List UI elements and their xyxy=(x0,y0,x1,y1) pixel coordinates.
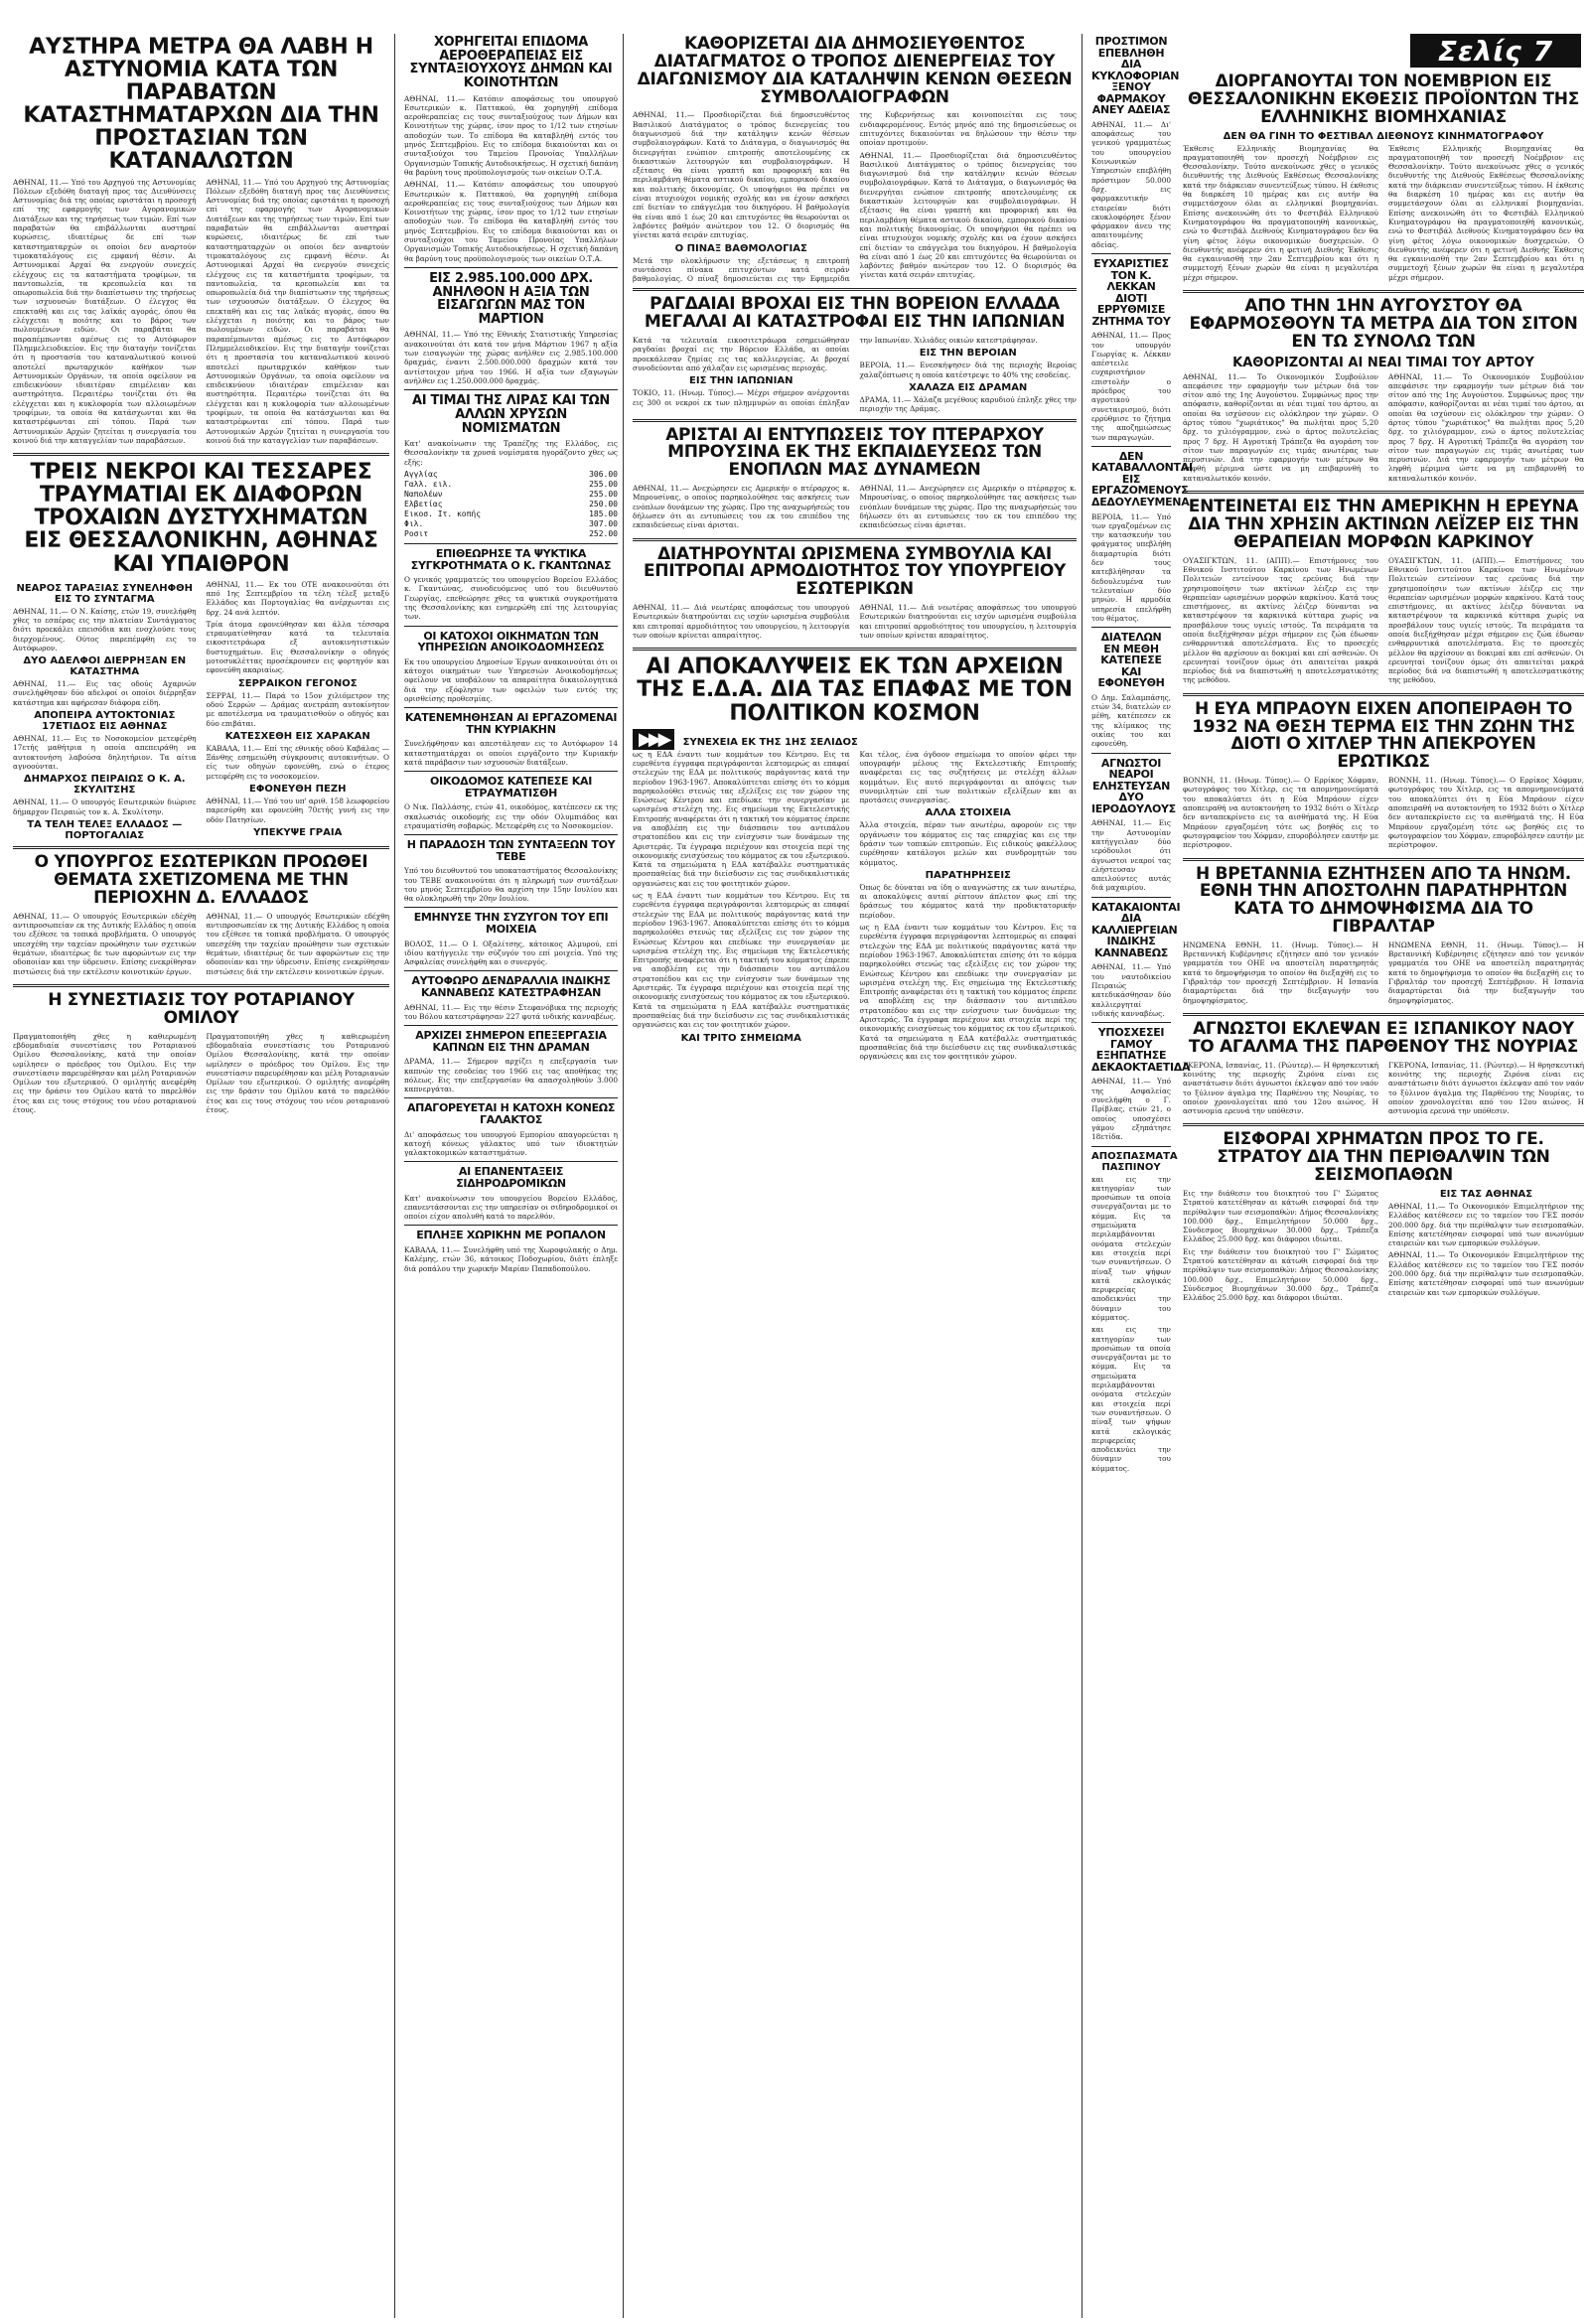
article-headline: ΑΙ ΕΠΑΝΕΝΤΑΞΕΙΣ ΣΙΔΗΡΟΔΡΟΜΙΚΩΝ xyxy=(456,1165,566,1190)
article-body: Έκθεσις Ελληνικής Βιομηχανίας θα πραγματοποιηθή τον προσεχή Νοέμβριον εις Θεσσαλονίκην. Τούτο ανεκοίνωσε χθες ο γενικός διευθυντής της Διεθνούς Εκθέσεως Θεσσαλονίκης κατά την διάρκειαν συνεντεύξεως τύπου. Η έκθεσις θα διαρκέση 10 ημέρας και εις αυτήν θα συμμετάσχουν όλαι αι ελληνικαί βιομηχανίαι. Επίσης ανεκοινώθη ότι το Φεστιβάλ Ελληνικού Κινηματογράφου θα πραγματοποιηθή κανονικώς, ενώ το Φεστιβάλ Διεθνούς Κινηματογράφου δεν θα γίνη φέτος λόγω οικονομικών δυσχερειών. Ο διευθυντής ανέφερεν ότι η φετινή Διεθνής Έκθεσις θα εγκαινιασθή την 2αν Σεπτεμβρίου και ότι η συμμετοχή ξένων χωρών θα είναι η μεγαλυτέρα μέχρι σήμερον. xyxy=(1388,143,1584,282)
article-body: ΒΕΡΟΙΑ, 11.— Ενεσκήψησεν διά της περιοχής Βεροίας χαλαζόπτωσις η οποία κατέστρεψε το 40% της εσοδείας. xyxy=(859,361,1077,379)
rate-value: 185.00 xyxy=(589,509,618,519)
article-headline: ΚΑΤΕΝΕΜΗΘΗΣΑΝ ΑΙ ΕΡΓΑΖΟΜΕΝΑΙ ΤΗΝ ΚΥΡΙΑΚΗΝ xyxy=(404,711,618,736)
column-3 xyxy=(628,34,1083,2318)
article-body: ΣΕΡΡΑΙ, 11.— Παρά το 15ον χιλιόμετρον της οδού Σερρών — Δράμας ανετράπη αυτοκίνητον με αποτέλεσμα να τραυματισθούν ο οδηγός και δύο επιβάται. xyxy=(206,690,389,728)
article-headline: ΕΙΣ 2.985.100.000 ΔΡΧ. ΑΝΗΛΘΟΝ Η ΑΞΙΑ ΤΩΝ ΕΙΣΑΓΩΓΩΝ ΜΑΣ ΤΟΝ ΜΑΡΤΙΟΝ xyxy=(429,270,593,327)
article-body: ΟΥΑΣΙΓΚΤΩΝ, 11. (ΑΠΠ).— Επιστήμονες του Εθνικού Ινστιτούτου Καρκίνου των Ηνωμένων Πολιτειών εντείνουν τας ερεύνας διά την χρησιμοποίησιν των ακτίνων λέιζερ εις την θεραπείαν ωρισμένων μορφών καρκίνου. Κατά τους επιστήμονες, αι ακτίνες λέιζερ δύνανται να καταστρέψουν τα καρκινικά κύτταρα χωρίς να προσβάλουν τους υγιείς ιστούς. Τα πειράματα τα οποία διεξήχθησαν μέχρι σήμερον εις ζώα έδωσαν ενθαρρυντικά αποτελέσματα. Εις το προσεχές μέλλον θα αρχίσουν αι δοκιμαί και επί ασθενών. Οι ερευνηταί τονίζουν όμως ότι απαιτείται μακρά περίοδος διά να διαπιστωθή η αποτελεσματικότης της μεθόδου. xyxy=(1183,555,1378,685)
article-body: ΒΟΝΝΗ, 11. (Ηνωμ. Τύπος).— Ο Ερρίκος Χόφμαν, φωτογράφος του Χίτλερ, εις τα απομνημονεύματά του αποκαλύπτει ότι η Εύα Μπράουν είχεν αποπειραθή να αυτοκτονήση το 1932 διότι ο Χίτλερ δεν ανταπεκρίνετο εις τα αισθήματά της. Η Εύα Μπράουν εργαζομένη τότε ως βοηθός εις το φωτογραφείον του Χόφμαν, επυροβόλησεν εαυτήν με περίστροφον. xyxy=(1183,776,1378,850)
article-body: Κατά τα τελευταία εικοσιτετράωρα εσημειώθησαν ραγδαίαι βροχαί εις την Βόρειον Ελλάδα, αι οποίαι προεκάλεσαν ζημίας εις τας καλλιεργείας. Αι βροχαί συνοδεύονται από χάλαζαν εις ωρισμένας περιοχάς. xyxy=(633,336,850,372)
article-body: Ο γενικός γραμματεύς του υπουργείου Βορείου Ελλάδος κ. Γκαντώνας, συνοδευόμενος υπό του διευθυντού Γεωργίας, επεθεώρησε χθες τα ψυκτικά συγκροτήματα της Θεσσαλονίκης και ενημερώθη επί της λειτουργίας των. xyxy=(404,575,618,622)
article-headline: ΑΥΤΟΦΩΡΟ ΔΕΝΔΡΑΛΛΙΑ ΙΝΔΙΚΗΣ ΚΑΝΝΑΒΕΩΣ ΚΑΤΕΣΤΡΑΦΗΣΑΝ xyxy=(411,974,611,999)
rate-row xyxy=(404,500,618,509)
article-drunk-fall xyxy=(1091,632,1171,749)
article-body: ως η ΕΔΑ έναντι των κομμάτων του Κέντρου. Εις τα ευρεθέντα έγγραφα περιγράφονται λεπτομερώς αι επαφαί στελεχών της ΕΔΑ με πολιτικούς παράγοντας κατά την περίοδον 1963-1967. Αποκαλύπτεται επίσης ότι το κόμμα παρηκολούθει στενώς τας εξελίξεις εις τον χώρον της Ενώσεως Κέντρου και επεδίωκε την συνεργασίαν με ωρισμένα στελέχη της. Εις σημείωμα της Εκτελεστικής Επιτροπής αναφέρεται ότι η τακτική του κόμματος έπρεπε να αποβλέπη εις την διάσπασιν του αντιπάλου στρατοπέδου και εις την ενίσχυσιν των δυνάμεων της Αριστεράς. Τα έγγραφα περιέχουν και στοιχεία περί της οικονομικής ενισχύσεως του κόμματος εκ του εξωτερικού. Κατά τα σημειώματα η ΕΔΑ κατέβαλλε συστηματικάς προσπαθείας διά την διείσδυσιν εις τας συνδικαλιστικάς οργανώσεις και εις τον φοιτητικόν χώρον. xyxy=(633,749,850,888)
article-builder-fall xyxy=(404,776,618,830)
article-body: Δι' αποφάσεως του υπουργού Εμπορίου απαγορεύεται η κατοχή κόνεως γάλακτος υπό των ιδιοκτητών γαλακτοκομικών καταστημάτων. xyxy=(404,1129,618,1158)
column-1 xyxy=(8,34,395,2318)
article-headline: Η ΣΥΝΕΣΤΙΑΣΙΣ ΤΟΥ ΡΟΤΑΡΙΑΝΟΥ ΟΜΙΛΟΥ xyxy=(48,989,355,1028)
rate-value: 250.00 xyxy=(589,500,618,509)
rate-row xyxy=(404,490,618,500)
subheading: ΔΗΜΑΡΧΟΣ ΠΕΙΡΑΙΩΣ Ο Κ. Α. ΣΚΥΛΙΤΣΗΣ xyxy=(23,774,186,797)
rate-row xyxy=(404,529,618,539)
article-body: ΗΝΩΜΕΝΑ ΕΘΝΗ, 11. (Ηνωμ. Τύπος).— Η Βρεταννική Κυβέρνησις εζήτησεν από τον γενικόν γραμματέα του ΟΗΕ να αποστείλη παρατηρητάς κατά το δημοψήφισμα το οποίον θα διεξαχθή εις το Γιβραλτάρ τον προσεχή Σεπτέμβριον. Η Ισπανία διαμαρτύρεται διά την διεξαγωγήν του δημοψηφίσματος. xyxy=(1183,940,1378,1005)
article-body: ΑΘΗΝΑΙ, 11.— Ανεχώρησεν εις Αμερικήν ο πτέραρχος κ. Μπρουσίνας, ο οποίος παρηκολούθησε τας ασκήσεις των ενόπλων δυνάμεων της χώρας. Προ της αναχωρήσεώς του δήλωσεν ότι αι εντυπώσεις του εκ του επιπέδου της εκπαιδεύσεως είναι άρισται. xyxy=(633,484,850,530)
continuation-arrows-icon: ▶▶▶ xyxy=(633,729,674,750)
article-headline: ΕΥΧΑΡΙΣΤΙΕΣ ΤΟΝ Κ. ΛΕΚΚΑΝ ΔΙΟΤΙ ΕΡΡΥΘΜΙΣΕ ΖΗΤΗΜΑ ΤΟΥ xyxy=(1091,256,1171,328)
subheading: ΠΑΡΑΤΗΡΗΣΕΙΣ xyxy=(925,869,1011,881)
article-body: ΚΑΒΑΛΑ, 11.— Συνελήφθη υπό της Χωροφυλακής ο Δημ. Καλέμης, ετών 36, κάτοικος Ποδοχωρίου, διότι έπληξε διά ροπάλου την χωρικήν Μαρίαν Παπαδοπούλου. xyxy=(404,1244,618,1273)
subheading: ΚΑΤΕΣΧΕΘΗ ΕΙΣ ΧΑΡΑΚΑΝ xyxy=(224,730,370,742)
article-headline: ΔΕΝ ΚΑΤΑΒΑΛΛΟΝΤΑΙ ΕΙΣ ΕΡΓΑΖΟΜΕΝΟΥΣ ΔΕΔΟΥΛΕΥΜΕΝΑ xyxy=(1091,449,1193,509)
article-headline: ΕΠΙΘΕΩΡΗΣΕ ΤΑ ΨΥΚΤΙΚΑ ΣΥΓΚΡΟΤΗΜΑΤΑ Ο Κ. ΓΚΑΝΤΩΝΑΣ xyxy=(410,547,612,572)
article-gold-prices xyxy=(404,394,618,539)
subheading: Ο ΠΙΝΑΞ ΒΑΘΜΟΛΟΓΙΑΣ xyxy=(674,242,807,254)
article-adultery xyxy=(404,912,618,966)
article-marriage-fraud xyxy=(1091,1026,1191,1142)
article-body: ΑΘΗΝΑΙ, 11.— Το Οικονομικόν Συμβούλιον απεφάσισε την εφαρμογήν των μέτρων διά τον σίτον από της 1ης Αυγούστου. Συμφώνως προς την απόφασιν, καθορίζονται αι νέαι τιμαί του άρτου, αι οποίαι θα ισχύσουν εις ολόκληρον την χώραν. Ο άρτος τύπου "χωριάτικος" θα πωλήται προς 5,20 δρχ. το χιλιόγραμμον, ενώ ο άρτος πολυτελείας προς 7 δρχ. Η Αγροτική Τράπεζα θα αγοράση τον σίτον των παραγωγών εις τιμάς ανωτέρας των περυσινών. Διά την εφαρμογήν των μέτρων θα ληφθή μέριμνα ώστε να μη επιβαρυνθή το καταναλωτικόν κοινόν. xyxy=(1183,371,1378,483)
article-unpaid-wages xyxy=(1091,449,1193,623)
article-drug-fine xyxy=(1091,35,1180,249)
article-body: ΤΟΚΙΟ, 11. (Ηνωμ. Τύπος).— Μέχρι σήμερον ανέρχονται εις 300 οι νεκροί εκ των πλημμυρών αι οποίαι έπληξαν την Ιαπωνίαν. Χιλιάδες οικιών κατεστράφησαν. xyxy=(633,336,1038,407)
article-headline: Η ΠΑΡΑΔΟΣΗ ΤΩΝ ΣΥΝΤΑΞΕΩΝ ΤΟΥ ΤΕΒΕ xyxy=(406,838,616,863)
article-industry-exhibition xyxy=(1183,73,1584,285)
article-headline: ΕΜΗΝΥΣΕ ΤΗΝ ΣΥΖΥΓΟΝ ΤΟΥ ΕΠΙ ΜΟΙΧΕΙΑ xyxy=(413,911,609,937)
article-imports xyxy=(404,272,618,385)
rate-value: 307.00 xyxy=(589,519,618,529)
rate-row xyxy=(404,519,618,529)
article-body: ΑΘΗΝΑΙ, 11.— Κατόπιν αποφάσεως του υπουργού Εσωτερικών κ. Παττακού, θα χορηγηθή επίδομα αεροθεραπείας εις τους συνταξιούχους των Δήμων και Κοινοτήτων της χώρας, ίσον προς το 1/12 των ετησίων αποδοχών των. Το επίδομα θα καταβληθή εντός του μηνός Σεπτεμβρίου. Εις το επίδομα δικαιούνται και οι συνταξιούχοι του Ταμείου Προνοίας Υπαλλήλων Οργανισμών Τοπικής Αυτοδιοικήσεως. Η σχετική δαπάνη θα βαρύνη τους προϋπολογισμούς των οικείων Ο.Τ.Α. xyxy=(404,93,618,177)
article-eda-revelations xyxy=(633,655,1077,1061)
article-police-measures xyxy=(13,36,389,448)
article-body: ΑΘΗΝΑΙ, 11.— Εις την θέσιν Στεφανόβικα της περιοχής του Βόλου κατεστράφησαν 227 φυτά ινδικής κανναβέως. xyxy=(404,1002,618,1021)
rate-name: Εικοσ. Ιτ. κοπής xyxy=(404,509,482,519)
article-headline: ΑΙ ΤΙΜΑΙ ΤΗΣ ΛΙΡΑΣ ΚΑΙ ΤΩΝ ΑΛΛΩΝ ΧΡΥΣΩΝ ΝΟΜΙΣΜΑΤΩΝ xyxy=(411,393,611,436)
article-body: Κατ' ανακοίνωσιν της Τραπέζης της Ελλάδος, εις Θεσσαλονίκην τα χρυσά νομίσματα ηγοράζοντο χθες ως εξής: xyxy=(404,439,618,467)
article-body: Όπως δε δύναται να ίδη ο αναγνώστης εκ των ανωτέρω, αι αποκαλύψεις αυταί ρίπτουν άπλετον φως επί της δράσεως του κόμματος κατά την προδικτατορικήν περίοδον. xyxy=(859,882,1077,920)
subheading: ΤΑ ΤΕΛΗ ΤΕΛΕΞ ΕΛΛΑΔΟΣ — ΠΟΡΤΟΓΑΛΙΑΣ xyxy=(27,818,183,841)
article-body: Συνελήφθησαν και απεστάλησαν εις το Αυτόφωρον 14 καταστηματάρχαι οι οποίοι ειργάζοντο την Κυριακήν κατά παράβασιν των ισχυουσών διατάξεων. xyxy=(404,739,618,767)
column-2 xyxy=(399,34,624,2318)
article-rains xyxy=(633,296,1077,413)
article-body: ΒΟΛΟΣ, 11.— Ο Ι. Οξαλίτσης, κάτοικος Αλμυρού, επί ιδίου κατήγγειλε την σύζυγόν του επί μοιχεία. Υπό της Ασφαλείας συνελήφθη και ο συνεργός. xyxy=(404,939,618,967)
article-body: Κατ' ανακοίνωσιν του υπουργείου Βορείου Ελλάδος, επανεντάσσονται εις την υπηρεσίαν οι σιδηροδρομικοί οι οποίοι είχον απολυθή κατά το παρελθόν. xyxy=(404,1193,618,1222)
article-headline: ΑΙ ΑΠΟΚΑΛΥΨΕΙΣ ΕΚ ΤΩΝ ΑΡΧΕΙΩΝ ΤΗΣ Ε.Δ.Α. ΔΙΑ ΤΑΣ ΕΠΑΦΑΣ ΜΕ ΤΟΝ ΠΟΛΙΤΙΚΟΝ ΚΟΣΜΟΝ xyxy=(637,654,1073,726)
article-body: ΔΡΑΜΑ, 11.— Σήμερον αρχίζει η επεξεργασία των καπνών της εσοδείας του 1966 εις τας αποθήκας της πόλεως. Εις την επεξεργασίαν θα απασχοληθούν 3.000 καπνεργάται. xyxy=(404,1057,618,1094)
article-body: Εις την διάθεσιν του διοικητού του Γ' Σώματος Στρατού κατετέθησαν αι κάτωθι εισφοραί διά την περίθαλψιν των σεισμοπαθών: Δήμος Θεσσαλονίκης 100.000 δρχ., Επιμελητήριον 50.000 δρχ., Σύνδεσμος Βιομηχάνων 30.000 δρχ., Τράπεζα Ελλάδος 25.000 δρχ. και διάφοροι ιδιώται. xyxy=(1183,1246,1378,1303)
article-body: Έκθεσις Ελληνικής Βιομηχανίας θα πραγματοποιηθή τον προσεχή Νοέμβριον εις Θεσσαλονίκην. Τούτο ανεκοίνωσε χθες ο γενικός διευθυντής της Διεθνούς Εκθέσεως Θεσσαλονίκης κατά την διάρκειαν συνεντεύξεως τύπου. Η έκθεσις θα διαρκέση 10 ημέρας και εις αυτήν θα συμμετάσχουν όλαι αι ελληνικαί βιομηχανίαι. Επίσης ανεκοινώθη ότι το Φεστιβάλ Ελληνικού Κινηματογράφου θα πραγματοποιηθή κανονικώς, ενώ το Φεστιβάλ Διεθνούς Κινηματογράφου δεν θα γίνη φέτος λόγω οικονομικών δυσχερειών. Ο διευθυντής ανέφερεν ότι η φετινή Διεθνής Έκθεσις θα εγκαινιασθή την 2αν Σεπτεμβρίου και ότι η συμμετοχή ξένων χωρών θα είναι η μεγαλυτέρα μέχρι σήμερον. xyxy=(1183,143,1378,282)
subheading: ΕΙΣ ΤΑΣ ΑΘΗΝΑΣ xyxy=(1439,1188,1533,1200)
article-cannabis xyxy=(404,975,618,1021)
article-body: ΓΚΕΡΟΝΑ, Ισπανίας, 11. (Ρώυτερ).— Η θρησκευτική κοινότης της περιοχής Ζιρόνα είναι εις αναστάτωσιν διότι άγνωστοι έκλεψαν από τον ναόν το ξύλινον άγαλμα της Παρθένου της Νουρίας, το οποίον χρονολογείται από του 12ου αιώνος. Η αστυνομία ερευνά την υπόθεσιν. xyxy=(1388,1060,1584,1116)
article-cannabis-sentence xyxy=(1091,900,1181,1019)
article-body: ΗΝΩΜΕΝΑ ΕΘΝΗ, 11. (Ηνωμ. Τύπος).— Η Βρεταννική Κυβέρνησις εζήτησεν από τον γενικόν γραμματέα του ΟΗΕ να αποστείλη παρατηρητάς κατά το δημοψήφισμα το οποίον θα διεξαχθή εις το Γιβραλτάρ τον προσεχή Σεπτέμβριον. Η Ισπανία διαμαρτύρεται διά την διεξαγωγήν του δημοψηφίσματος. xyxy=(1388,940,1584,1005)
article-headline: ΔΙΑΤΗΡΟΥΝΤΑΙ ΩΡΙΣΜΕΝΑ ΣΥΜΒΟΥΛΙΑ ΚΑΙ ΕΠΙΤΡΟΠΑΙ ΑΡΜΟΔΙΟΤΗΤΟΣ ΤΟΥ ΥΠΟΥΡΓΕΙΟΥ ΕΣΩΤΕΡΙΚΩΝ xyxy=(643,543,1067,600)
article-earthquake-donations xyxy=(1183,1131,1584,1302)
rate-name: Ναπολέων xyxy=(404,490,443,500)
article-body: ΑΘΗΝΑΙ, 11.— Προς τον υπουργόν Γεωργίας κ. Λέκκαν απέστειλε ευχαριστήριον επιστολήν ο πρόεδρος του αγροτικού συνεταιρισμού, διότι ερρύθμισε το ζήτημα της αποζημιώσεως των παραγωγών. xyxy=(1091,331,1171,442)
subheading: ΕΙΣ ΤΗΝ ΙΑΠΩΝΙΑΝ xyxy=(689,375,794,387)
article-body: Και τέλος, ένα όγδοον σημείωμα το οποίον φέρει την υπογραφήν μέλους της Εκτελεστικής Επιτροπής αναφέρεται εις τας συζητήσεις με στελέχη άλλων κομμάτων. Εις αυτό περιγράφονται αι απόψεις των συνομιλητών επί των πολιτικών εξελίξεων και αι προτάσεις συνεργασίας. xyxy=(859,749,1077,805)
rate-name: Ελβετίας xyxy=(404,500,443,509)
article-headline: ΕΠΛΗΞΕ ΧΩΡΙΚΗΝ ΜΕ ΡΟΠΑΛΟΝ xyxy=(416,1229,606,1242)
article-headline: ΑΓΝΩΣΤΟΙ ΕΚΛΕΨΑΝ ΕΞ ΙΣΠΑΝΙΚΟΥ ΝΑΟΥ ΤΟ ΑΓΑΛΜΑ ΤΗΣ ΠΑΡΘΕΝΟΥ ΤΗΣ ΝΟΥΡΙΑΣ xyxy=(1188,1018,1579,1057)
article-body: ΑΘΗΝΑΙ, 11.— Προσδιορίζεται διά δημοσιευθέντος Βασιλικού Διατάγματος ο τρόπος διενεργείας του διαγωνισμού διά την κατάληψιν κενών θέσεων συμβολαιογράφων. Κατά το Διάταγμα, ο διαγωνισμός θα διενεργήται ενώπιον επιτροπής αποτελουμένης εκ δικαστικών λειτουργών και συμβολαιογράφων. Η εξέτασις θα είναι γραπτή και προφορική και θα περιλαμβάνη θέματα αστικού δικαίου, εμπορικού δικαίου και πολιτικής δικονομίας. Οι υποψήφιοι θα πρέπει να είναι πτυχιούχοι νομικής σχολής και να έχουν ασκήσει επί διετίαν το επάγγελμα του δικηγόρου. Η βαθμολογία θα είναι από 1 έως 20 και επιτυχόντες θα θεωρούνται οι λαβόντες βαθμόν ανώτερον του 12. Ο διορισμός θα γίνεται κατά σειράν επιτυχίας. xyxy=(633,110,850,240)
article-headline: ΑΠΟ ΤΗΝ 1ΗΝ ΑΥΓΟΥΣΤΟΥ ΘΑ ΕΦΑΡΜΟΣΘΟΥΝ ΤΑ ΜΕΤΡΑ ΔΙΑ ΤΟΝ ΣΙΤΟΝ ΕΝ ΤΩ ΣΥΝΟΛΩ ΤΩΝ xyxy=(1189,295,1578,352)
article-headline: ΡΑΓΔΑΙΑΙ ΒΡΟΧΑΙ ΕΙΣ ΤΗΝ ΒΟΡΕΙΟΝ ΕΛΛΑΔΑ ΜΕΓΑΛΑΙ ΑΙ ΚΑΤΑΣΤΡΟΦΑΙ ΕΙΣ ΤΗΝ ΙΑΠΩΝΙΑΝ xyxy=(644,294,1066,333)
article-cooling xyxy=(404,548,618,622)
article-eva-braun xyxy=(1183,698,1584,853)
rate-value: 252.00 xyxy=(589,529,618,539)
article-body: Άλλα στοιχεία, πέραν των ανωτέρω, αφορούν εις την οργάνωσιν του κόμματος εις τας επαρχίας και εις την δράσιν των τοπικών επιτροπών. Εις ειδικούς φακέλλους ευρέθησαν κατάλογοι μελών και συνδρομητών του κόμματος. xyxy=(859,820,1077,867)
article-thanks-lekkas xyxy=(1091,258,1171,442)
article-headline: ΔΙΑΤΕΛΩΝ ΕΝ ΜΕΘΗ ΚΑΤΕΠΕΣΕ ΚΑΙ ΕΦΟΝΕΥΘΗ xyxy=(1097,631,1165,690)
article-body: ΑΘΗΝΑΙ, 11.— Δι' αποφάσεως του γενικού γραμματέως του υπουργείου Κοινωνικών Υπηρεσιών επεβλήθη πρόστιμον 50.000 δρχ. εις φαρμακευτικήν εταιρείαν διότι εκυκλοφόρησε ξένον φάρμακον άνευ της απαιτουμένης αδείας. xyxy=(1091,119,1171,249)
article-body: ΑΘΗΝΑΙ, 11.— Υπό του υπ' αριθ. 158 λεωφορείου παρεσύρθη και εφονεύθη 70ετής γυνή εις την οδόν Πατησίων. xyxy=(206,796,389,824)
article-body: Εις την διάθεσιν του διοικητού του Γ' Σώματος Στρατού κατετέθησαν αι κάτωθι εισφοραί διά την περίθαλψιν των σεισμοπαθών: Δήμος Θεσσαλονίκης 100.000 δρχ., Επιμελητήριον 50.000 δρχ., Σύνδεσμος Βιομηχάνων 30.000 δρχ., Τράπεζα Ελλάδος 25.000 δρχ. και διάφοροι ιδιώται. xyxy=(1183,1188,1378,1244)
article-headline: ΔΙΟΡΓΑΝΟΥΤΑΙ ΤΟΝ ΝΟΕΜΒΡΙΟΝ ΕΙΣ ΘΕΣΣΑΛΟΝΙΚΗΝ ΕΚΘΕΣΙΣ ΠΡΟΪΟΝΤΩΝ ΤΗΣ ΕΛΛΗΝΙΚΗΣ ΒΙΟΜΗΧΑΝΙΑΣ xyxy=(1187,72,1580,127)
article-body: ΑΘΗΝΑΙ, 11.— Ο υπουργός Εσωτερικών εδέχθη αντιπροσωπείαν εκ της Δυτικής Ελλάδος η οποία του εξέθεσε τα τοπικά προβλήματα. Ο υπουργός υπεσχέθη την ταχείαν προώθησιν των σχετικών θεμάτων, ιδιαιτέρως δε των αφορώντων εις την οδοποιίαν και την ύδρευσιν. Επίσης ενεκρίθησαν πιστώσεις διά την εκτέλεσιν κοινοτικών έργων. xyxy=(13,911,197,976)
article-body: ΑΘΗΝΑΙ, 11.— Ο υπουργός Εσωτερικών διώρισε δήμαρχον Πειραιώς τον κ. Α. Σκυλίτσην. xyxy=(13,798,197,816)
article-body: ως η ΕΔΑ έναντι των κομμάτων του Κέντρου. Εις τα ευρεθέντα έγγραφα περιγράφονται λεπτομερώς αι επαφαί στελεχών της ΕΔΑ με πολιτικούς παράγοντας κατά την περίοδον 1963-1967. Αποκαλύπτεται επίσης ότι το κόμμα παρηκολούθει στενώς τας εξελίξεις εις τον χώρον της Ενώσεως Κέντρου και επεδίωκε την συνεργασίαν με ωρισμένα στελέχη της. Εις σημείωμα της Εκτελεστικής Επιτροπής αναφέρεται ότι η τακτική του κόμματος έπρεπε να αποβλέπη εις την διάσπασιν του αντιπάλου στρατοπέδου και εις την ενίσχυσιν των δυνάμεων της Αριστεράς. Τα έγγραφα περιέχουν και στοιχεία περί της οικονομικής ενισχύσεως του κόμματος εκ του εξωτερικού. Κατά τα σημειώματα η ΕΔΑ κατέβαλλε συστηματικάς προσπαθείας διά την διείσδυσιν εις τας συνδικαλιστικάς οργανώσεις και εις τον φοιτητικόν χώρον. xyxy=(633,891,850,1030)
article-headline: ΑΠΑΓΟΡΕΥΕΤΑΙ Η ΚΑΤΟΧΗ ΚΟΝΕΩΣ ΓΑΛΑΚΤΟΣ xyxy=(406,1101,616,1126)
rate-name: Ροσιτ xyxy=(404,529,429,539)
subheading: ΥΠΕΚΥΨΕ ΓΡΑΙΑ xyxy=(253,826,343,838)
article-headline: ΤΡΕΙΣ ΝΕΚΡΟΙ ΚΑΙ ΤΕΣΣΑΡΕΣ ΤΡΑΥΜΑΤΙΑΙ ΕΚ ΔΙΑΦΟΡΩΝ ΤΡΟΧΑΙΩΝ ΔΥΣΤΥΧΗΜΑΤΩΝ ΕΙΣ ΘΕΣΣΑΛΟΝΙΚΗΝ, ΑΘΗΝΑΣ ΚΑΙ ΥΠΑΙΘΡΟΝ xyxy=(24,460,378,577)
article-headline: ΑΓΝΩΣΤΟΙ ΝΕΑΡΟΙ ΕΛΗΣΤΕΥΣΑΝ ΔΥΟ ΙΕΡΟΔΟΥΛΟΥΣ xyxy=(1091,756,1176,815)
article-aerotherapy xyxy=(404,36,618,263)
article-body: Εκ του υπουργείου Δημοσίων Έργων ανακοινούται ότι οι κάτοχοι οικημάτων των Υπηρεσιών Ανοικοδομήσεως οφείλουν να υποβάλουν τα απαραίτητα δικαιολογητικά διά την εξόφλησιν των οφειλών των εντός της ορισθείσης προθεσμίας. xyxy=(404,656,618,703)
rate-name: Αγγλίας xyxy=(404,470,438,480)
article-body: Πραγματοποιήθη χθες η καθιερωμένη εβδομαδιαία συνεστίασις του Ροταριανού Ομίλου Θεσσαλονίκης, κατά την οποίαν ωμίλησεν ο πρόεδρος του Ομίλου. Εις την συνεστίασιν παρευρέθησαν και μέλη Ροταριανών Ομίλων του εξωτερικού. Ο ομιλητής ανεφέρθη εις την δράσιν του Ομίλου κατά το παρελθόν έτος και εις τους στόχους του νέου ροταριανού έτους. xyxy=(13,1031,197,1115)
article-headline: ΟΙΚΟΔΟΜΟΣ ΚΑΤΕΠΕΣΕ ΚΑΙ ΕΤΡΑΥΜΑΤΙΣΘΗ xyxy=(430,775,592,799)
article-headline: ΟΙ ΚΑΤΟΧΟΙ ΟΙΚΗΜΑΤΩΝ ΤΩΝ ΥΠΗΡΕΣΙΩΝ ΑΝΟΙΚΟΔΟΜΗΣΕΩΣ xyxy=(417,629,605,654)
subheading: ΕΦΟΝΕΥΘΗ ΠΕΖΗ xyxy=(249,783,347,795)
article-milk-powder xyxy=(404,1102,618,1157)
article-body: ΑΘΗΝΑΙ, 11.— Ανεχώρησεν εις Αμερικήν ο πτέραρχος κ. Μπρουσίνας, ο οποίος παρηκολούθησε τας ασκήσεις των ενόπλων δυνάμεων της χώρας. Προ της αναχωρήσεώς του δήλωσεν ότι αι εντυπώσεις του εκ του επιπέδου της εκπαιδεύσεως είναι άρισται. xyxy=(859,484,1077,530)
article-body: ΓΚΕΡΟΝΑ, Ισπανίας, 11. (Ρώυτερ).— Η θρησκευτική κοινότης της περιοχής Ζιρόνα είναι εις αναστάτωσιν διότι άγνωστοι έκλεψαν από τον ναόν το ξύλινον άγαλμα της Παρθένου της Νουρίας, το οποίον χρονολογείται από του 12ου αιώνος. Η αστυνομία ερευνά την υπόθεσιν. xyxy=(1183,1060,1378,1116)
article-body: ΑΘΗΝΑΙ, 11.— Υπό της Εθνικής Στατιστικής Υπηρεσίας ανακοινούται ότι κατά τον μήνα Μάρτιον 1967 η αξία των εισαγωγών της χώρας ανήλθεν εις 2.985.100.000 δραχμάς, έναντι 2.500.000.000 δραχμών κατά τον αντίστοιχον μήνα του 1966. Η αξία των εξαγωγών ανήλθεν εις 1.250.000.000 δραχμάς. xyxy=(404,330,618,385)
article-body: Ο Νικ. Παλλάσης, ετών 41, οικοδόμος, κατέπεσεν εκ της σκαλωσιάς οικοδομής εις την οδόν Ολυμπιάδος και ετραυματίσθη σοβαρώς. Μετεφέρθη εις το Νοσοκομείον. xyxy=(404,802,618,830)
article-rotary-club xyxy=(13,989,389,1117)
article-body: ΑΘΗΝΑΙ, 11.— Υπό του Αρχηγού της Αστυνομίας Πόλεων εξεδόθη διαταγή προς τας Διευθύνσεις Αστυνομίας διά της οποίας εφιστάται η προσοχή επί της εφαρμογής των Αγορανομικών Διατάξεων και της τηρήσεως των τιμών. Επί των παραβατών θα επιβάλλωνται αυστηραί κυρώσεις, ιδιαιτέρως δε επί των καταστηματαρχών οι οποίοι δεν αναρτούν τιμοκαταλόγους εις εμφανή θέσιν. Αι Αστυνομικαί Αρχαί θα ενεργούν συνεχείς ελέγχους εις τα καταστήματα τροφίμων, τα παντοπωλεία, τα κρεοπωλεία και τα οπωροπωλεία διά την διαπίστωσιν της τηρήσεως των ισχυουσών διατάξεων. Ο έλεγχος θα επεκταθή και εις τας λαϊκάς αγοράς, όπου θα ελέγχεται η ποιότης και το βάρος των πωλουμένων ειδών. Οι παραβάται θα παραπέμπωνται αμέσως εις το Αυτόφωρον Πλημμελειοδικείον. Εις την διαταγήν τονίζεται ότι η προστασία του καταναλωτικού κοινού αποτελεί πρωταρχικόν καθήκον των Αστυνομικών Οργάνων, τα οποία οφείλουν να επιδεικνύουν ιδιαιτέραν επιμέλειαν και αυστηρότητα. Περαιτέρω τονίζεται ότι θα ελέγχεται και η κυκλοφορία των αλλοιωμένων τροφίμων, τα οποία θα κατάσχωνται και θα καταστρέφωνται επί τόπου. Παρά των Αστυνομικών Αρχών ζητείται η συνεργασία του κοινού διά την καταγγελίαν των παραβάσεων. xyxy=(206,177,389,445)
article-notaries xyxy=(633,36,1077,283)
article-headline: ΕΝΤΕΙΝΕΤΑΙ ΕΙΣ ΤΗΝ ΑΜΕΡΙΚΗΝ Η ΕΡΕΥΝΑ ΔΙΑ ΤΗΝ ΧΡΗΣΙΝ ΑΚΤΙΝΩΝ ΛΕΪΖΕΡ ΕΙΣ ΤΗΝ ΘΕΡΑΠΕΙΑΝ ΜΟΡΦΩΝ ΚΑΡΚΙΝΟΥ xyxy=(1188,497,1579,552)
article-headline: ΑΡΙΣΤΑΙ ΑΙ ΕΝΤΥΠΩΣΕΙΣ ΤΟΥ ΠΤΕΡΑΡΧΟΥ ΜΠΡΟΥΣΙΝΑ ΕΚ ΤΗΣ ΕΚΠΑΙΔΕΥΣΕΩΣ ΤΩΝ ΕΝΟΠΛΩΝ ΜΑΣ ΔΥΝΑΜΕΩΝ xyxy=(665,424,1044,481)
article-body: ΑΘΗΝΑΙ, 11.— Ο υπουργός Εσωτερικών εδέχθη αντιπροσωπείαν εκ της Δυτικής Ελλάδος η οποία του εξέθεσε τα τοπικά προβλήματα. Ο υπουργός υπεσχέθη την ταχείαν προώθησιν των σχετικών θεμάτων, ιδιαιτέρως δε των αφορώντων εις την οδοποιίαν και την ύδρευσιν. Επίσης ενεκρίθησαν πιστώσεις διά την εκτέλεσιν κοινοτικών έργων. xyxy=(206,911,389,976)
rate-row xyxy=(404,509,618,519)
article-headline: ΥΠΟΣΧΕΣΕΙ ΓΑΜΟΥ ΕΞΗΠΑΤΗΣΕ ΔΕΚΑΟΚΤΑΕΤΙΔΑ xyxy=(1091,1026,1191,1074)
rate-value: 255.00 xyxy=(589,480,618,490)
article-body: Τρία άτομα εφονεύθησαν και άλλα τέσσαρα ετραυματίσθησαν κατά τα τελευταία εικοσιτετράωρα εξ αυτοκινητιστικών δυστυχημάτων. Εις Θεσσαλονίκην ο οδηγός μοτοσυκλέττας προσέκρουσεν εις φορτηγόν και εφονεύθη ακαριαίως. xyxy=(206,619,389,675)
article-body: ΒΕΡΟΙΑ, 11.— Υπό των εργαζομένων εις την κατασκευήν του φράγματος υπεβλήθη διαμαρτυρία διότι δεν τους κατεβλήθησαν τα δεδουλευμένα των τελευταίων δύο μηνών. Η αρμοδία υπηρεσία επελήφθη του θέματος. xyxy=(1091,511,1171,623)
article-body: ΑΘΗΝΑΙ, 11.— Κατόπιν αποφάσεως του υπουργού Εσωτερικών κ. Παττακού, θα χορηγηθή επίδομα αεροθεραπείας εις τους συνταξιούχους των Δήμων και Κοινοτήτων της χώρας, ίσον προς το 1/12 των ετησίων αποδοχών των. Το επίδομα θα καταβληθή εντός του μηνός Σεπτεμβρίου. Εις το επίδομα δικαιούνται και οι συνταξιούχοι του Ταμείου Προνοίας Υπαλλήλων Οργανισμών Τοπικής Αυτοδιοικήσεως. Η σχετική δαπάνη θα βαρύνη τους προϋπολογισμούς των οικείων Ο.Τ.Α. xyxy=(404,180,618,263)
subheading: ΑΠΟΣΠΑΣΜΑΤΑ ΠΑΣΠΙΝΟΥ xyxy=(1091,1150,1178,1173)
article-headline: ΚΑΤΑΚΑΙΟΝΤΑΙ ΔΙΑ ΚΑΛΛΙΕΡΓΕΙΑΝ ΙΝΔΙΚΗΣ ΚΑΝΝΑΒΕΩΣ xyxy=(1091,900,1181,959)
article-bread-prices xyxy=(1183,295,1584,486)
article-body: Μετά την ολοκλήρωσιν της εξετάσεως η επιτροπή συντάσσει πίνακα επιτυχόντων κατά σειράν βαθμολογίας. Ο πίναξ δημοσιεύεται εις την Εφημερίδα της Κυβερνήσεως και κοινοποιείται εις τους ενδιαφερομένους. Εντός μηνός από της δημοσιεύσεως οι επιτυχόντες δικαιούνται να δηλώσουν την θέσιν την οποίαν προτιμούν. xyxy=(633,110,1077,284)
article-body: ΑΘΗΝΑΙ, 11.— Το Οικονομικόν Επιμελητήριον της Ελλάδος κατέθεσεν εις το ταμείον του ΓΕΣ ποσόν 200.000 δρχ. διά την περίθαλψιν των σεισμοπαθών. Επίσης κατετέθησαν εισφοραί υπό των ανωνύμων εταιρειών και των εμπορικών συλλόγων. xyxy=(1388,1201,1584,1248)
article-body: ΑΘΗΝΑΙ, 11.— Εις το Νοσοκομείον μετεφέρθη 17ετής μαθήτρια η οποία απεπειράθη να αυτοκτονήση λαβούσα δηλητήριον. Τα αίτια αγνοούνται. xyxy=(13,734,197,771)
article-interior-minister xyxy=(13,854,389,979)
article-body: Υπό του διευθυντού του υποκαταστήματος Θεσσαλονίκης του ΤΕΒΕ ανακοινούται ότι η πληρωμή των συντάξεων του μηνός Σεπτεμβρίου θα αρχίση την 15ην Ιουλίου και θα ολοκληρωθή την 20ην Ιουλίου. xyxy=(404,866,618,904)
rate-value: 255.00 xyxy=(589,490,618,500)
article-excerpts xyxy=(1091,1150,1178,1474)
subheading: ΑΠΟΠΕΙΡΑ ΑΥΤΟΚΤΟΝΙΑΣ 17ΕΤΙΔΟΣ ΕΙΣ ΑΘΗΝΑΣ xyxy=(34,710,176,733)
article-body: ΑΘΗΝΑΙ, 11.— Εκ του ΟΤΕ ανακοινούται ότι από 1ης Σεπτεμβρίου τα τέλη τέλεξ μεταξύ Ελλάδος και Πορτογαλίας θα ανέρχωνται εις δρχ. 24 ανά λεπτόν. xyxy=(206,579,389,617)
subheading: ΧΑΛΑΖΑ ΕΙΣ ΔΡΑΜΑΝ xyxy=(909,382,1028,393)
article-headline: ΧΟΡΗΓΕΙΤΑΙ ΕΠΙΔΟΜΑ ΑΕΡΟΘΕΡΑΠΕΙΑΣ ΕΙΣ ΣΥΝΤΑΞΙΟΥΧΟΥΣ ΔΗΜΩΝ ΚΑΙ ΚΟΙΝΟΤΗΤΩΝ xyxy=(409,35,613,90)
subheading: ΔΕΝ ΘΑ ΓΙΝΗ ΤΟ ΦΕΣΤΙΒΑΛ ΔΙΕΘΝΟΥΣ ΚΙΝΗΜΑΤΟΓΡΑΦΟΥ xyxy=(1223,130,1544,142)
article-headline: ΑΡΧΙΖΕΙ ΣΗΜΕΡΟΝ ΕΠΕΞΕΡΓΑΣΙΑ ΚΑΠΝΩΝ ΕΙΣ ΤΗΝ ΔΡΑΜΑΝ xyxy=(415,1029,607,1054)
article-body: ΑΘΗΝΑΙ, 11.— Προσδιορίζεται διά δημοσιευθέντος Βασιλικού Διατάγματος ο τρόπος διενεργείας του διαγωνισμού διά την κατάληψιν κενών θέσεων συμβολαιογράφων. Κατά το Διάταγμα, ο διαγωνισμός θα διενεργήται ενώπιον επιτροπής αποτελουμένης εκ δικαστικών λειτουργών και συμβολαιογράφων. Η εξέτασις θα είναι γραπτή και προφορική και θα περιλαμβάνη θέματα αστικού δικαίου, εμπορικού δικαίου και πολιτικής δικονομίας. Οι υποψήφιοι θα πρέπει να είναι πτυχιούχοι νομικής σχολής και να έχουν ασκήσει επί διετίαν το επάγγελμα του δικηγόρου. Η βαθμολογία θα είναι από 1 έως 20 και επιτυχόντες θα θεωρούνται οι λαβόντες βαθμόν ανώτερον του 12. Ο διορισμός θα γίνεται κατά σειράν επιτυχίας. xyxy=(859,150,1077,280)
article-body: ΑΘΗΝΑΙ, 11.— Ο Ν. Καίσης, ετών 19, συνελήφθη χθες το εσπέρας εις την πλατείαν Συντάγματος διότι προεκάλει επεισόδια και ενοχλούσε τους διερχομένους. Ούτος παρεπέμφθη εις το Αυτόφωρον. xyxy=(13,606,197,653)
gold-rates-table xyxy=(404,470,618,539)
subheading: ΑΛΛΑ ΣΤΟΙΧΕΙΑ xyxy=(925,807,1011,819)
article-body: ΑΘΗΝΑΙ, 11.— Διά νεωτέρας αποφάσεως του υπουργού Εσωτερικών διατηρούνται εις ισχύν ωρισμένα συμβούλια και επιτροπαί αρμοδιότητος του υπουργείου, η λειτουργία των οποίων κρίνεται απαραίτητος. xyxy=(859,603,1077,641)
column-4 xyxy=(1086,34,1193,2318)
article-body: ΑΘΗΝΑΙ, 11.— Εις τας οδούς Αχαρνών συνελήφθησαν δύο αδελφοί οι οποίοι διέρρηξαν κατάστημα και αφήρεσαν διάφορα είδη. xyxy=(13,679,197,707)
article-headline: Η ΒΡΕΤΑΝΝΙΑ ΕΖΗΤΗΣΕΝ ΑΠΟ ΤΑ ΗΝΩΜ. ΕΘΝΗ ΤΗΝ ΑΠΟΣΤΟΛΗΝ ΠΑΡΑΤΗΡΗΤΩΝ ΚΑΤΑ ΤΟ ΔΗΜΟΨΗΦΙΣΜΑ ΔΙΑ ΤΟ ΓΙΒΡΑΛΤΑΡ xyxy=(1196,863,1571,938)
article-tebe-pensions xyxy=(404,839,618,903)
article-headline: Ο ΥΠΟΥΡΓΟΣ ΕΣΩΤΕΡΙΚΩΝ ΠΡΟΩΘΕΙ ΘΕΜΑΤΑ ΣΧΕΤΙΖΟΜΕΝΑ ΜΕ ΤΗΝ ΠΕΡΙΟΧΗΝ Δ. ΕΛΛΑΔΟΣ xyxy=(34,852,368,909)
article-body: και εις την κατηγορίαν των προσώπων τα οποία συνεργάζονται με το κόμμα. Εις τα σημειώματα περιλαμβάνονται ονόματα στελεχών και στοιχεία περί των συναντήσεων. Ο πίναξ των ψήφων κατά εκλογικάς περιφερείας αποδεικνύει την δύναμιν του κόμματος. xyxy=(1091,1325,1171,1473)
subheading: ΚΑΘΟΡΙΖΟΝΤΑΙ ΑΙ ΝΕΑΙ ΤΙΜΑΙ ΤΟΥ ΑΡΤΟΥ xyxy=(1232,355,1534,370)
article-body: ΑΘΗΝΑΙ, 11.— Το Οικονομικόν Συμβούλιον απεφάσισε την εφαρμογήν των μέτρων διά τον σίτον από της 1ης Αυγούστου. Συμφώνως προς την απόφασιν, καθορίζονται αι νέαι τιμαί του άρτου, αι οποίαι θα ισχύσουν εις ολόκληρον την χώραν. Ο άρτος τύπου "χωριάτικος" θα πωλήται προς 5,20 δρχ. το χιλιόγραμμον, ενώ ο άρτος πολυτελείας προς 7 δρχ. Η Αγροτική Τράπεζα θα αγοράση τον σίτον των παραγωγών εις τιμάς ανωτέρας των περυσινών. Διά την εφαρμογήν των μέτρων θα ληφθή μέριμνα ώστε να μη επιβαρυνθή το καταναλωτικόν κοινόν. xyxy=(1388,371,1584,483)
article-body: ΑΘΗΝΑΙ, 11.— Υπό του ναυτοδικείου Πειραιώς κατεδικάσθησαν δύο καλλιεργηταί ινδικής κανναβέως. xyxy=(1091,962,1171,1018)
article-body: ΑΘΗΝΑΙ, 11.— Υπό της Ασφαλείας συνελήφθη ο Γ. Πρίβλας, ετών 21, ο οποίος υποσχέσει γάμου εξηπάτησε 18ετίδα. xyxy=(1091,1077,1171,1142)
article-body: ΑΘΗΝΑΙ, 11.— Εις την Αστυνομίαν κατήγγειλαν δύο ιερόδουλοι ότι άγνωστοι νεαροί τας ελήστευσαν απειλούντες αυτάς διά μαχαιρίου. xyxy=(1091,818,1171,893)
article-headline: ΕΙΣΦΟΡΑΙ ΧΡΗΜΑΤΩΝ ΠΡΟΣ ΤΟ ΓΕ. ΣΤΡΑΤΟΥ ΔΙΑ ΤΗΝ ΠΕΡΙΘΑΛΨΙΝ ΤΩΝ ΣΕΙΣΜΟΠΑΘΩΝ xyxy=(1217,1129,1550,1186)
article-headline: ΑΥΣΤΗΡΑ ΜΕΤΡΑ ΘΑ ΛΑΒΗ Η ΑΣΤΥΝΟΜΙΑ ΚΑΤΑ ΤΩΝ ΠΑΡΑΒΑΤΩΝ ΚΑΤΑΣΤΗΜΑΤΑΡΧΩΝ ΔΙΑ ΤΗΝ ΠΡΟΣΤΑΣΙΑΝ ΤΩΝ ΚΑΤΑΝΑΛΩΤΩΝ xyxy=(23,35,379,175)
rate-row xyxy=(404,480,618,490)
article-gibraltar xyxy=(1183,863,1584,1008)
article-air-marshal xyxy=(633,424,1077,533)
article-body: Πραγματοποιήθη χθες η καθιερωμένη εβδομαδιαία συνεστίασις του Ροταριανού Ομίλου Θεσσαλονίκης, κατά την οποίαν ωμίλησεν ο πρόεδρος του Ομίλου. Εις την συνεστίασιν παρευρέθησαν και μέλη Ροταριανών Ομίλων του εξωτερικού. Ο ομιλητής ανεφέρθη εις την δράσιν του Ομίλου κατά το παρελθόν έτος και εις τους στόχους του νέου ροταριανού έτους. xyxy=(206,1031,389,1115)
continuation-note: ΣΥΝΕΧΕΙΑ ΕΚ ΤΗΣ 1ΗΣ ΣΕΛΙΔΟΣ xyxy=(682,736,858,748)
article-body: ΑΘΗΝΑΙ, 11.— Το Οικονομικόν Επιμελητήριον της Ελλάδος κατέθεσεν εις το ταμείον του ΓΕΣ ποσόν 200.000 δρχ. διά την περίθαλψιν των σεισμοπαθών. Επίσης κατετέθησαν εισφοραί υπό των ανωνύμων εταιρειών και των εμπορικών συλλόγων. xyxy=(1388,1250,1584,1297)
rate-name: Φιλ. xyxy=(404,519,424,529)
article-sunday-work xyxy=(404,712,618,767)
article-traffic-accidents xyxy=(13,461,389,841)
article-body: και εις την κατηγορίαν των προσώπων τα οποία συνεργάζονται με το κόμμα. Εις τα σημειώματα περιλαμβάνονται ονόματα στελεχών και στοιχεία περί των συναντήσεων. Ο πίναξ των ψήφων κατά εκλογικάς περιφερείας αποδεικνύει την δύναμιν του κόμματος. xyxy=(1091,1174,1171,1322)
subheading: ΝΕΑΡΟΣ ΤΑΡΑΞΙΑΣ ΣΥΝΕΛΗΦΘΗ ΕΙΣ ΤΟ ΣΥΝΤΑΓΜΑ xyxy=(16,582,194,605)
article-statue-theft xyxy=(1183,1018,1584,1118)
article-headline: Η ΕΥΑ ΜΠΡΑΟΥΝ ΕΙΧΕΝ ΑΠΟΠΕΙΡΑΘΗ ΤΟ 1932 ΝΑ ΘΕΣΗ ΤΕΡΜΑ ΕΙΣ ΤΗΝ ΖΩΗΝ ΤΗΣ ΔΙΟΤΙ Ο ΧΙΤΛΕΡ ΤΗΝ ΑΠΕΚΡΟΥΕΝ ΕΡΩΤΙΚΩΣ xyxy=(1192,698,1575,773)
subheading: ΕΙΣ ΤΗΝ ΒΕΡΟΙΑΝ xyxy=(919,348,1017,360)
article-tobacco xyxy=(404,1030,618,1093)
subheading: ΣΕΡΡΑΙΚΟΝ ΓΕΓΟΝΟΣ xyxy=(237,677,358,689)
article-body: ΒΟΝΝΗ, 11. (Ηνωμ. Τύπος).— Ο Ερρίκος Χόφμαν, φωτογράφος του Χίτλερ, εις τα απομνημονεύματά του αποκαλύπτει ότι η Εύα Μπράουν είχεν αποπειραθή να αυτοκτονήση το 1932 διότι ο Χίτλερ δεν ανταπεκρίνετο εις τα αισθήματά της. Η Εύα Μπράουν εργαζομένη τότε ως βοηθός εις το φωτογραφείον του Χόφμαν, επυροβόλησεν εαυτήν με περίστροφον. xyxy=(1388,776,1584,850)
subheading: ΔΥΟ ΑΔΕΛΦΟΙ ΔΙΕΡΡΗΞΑΝ ΕΝ ΚΑΤΑΣΤΗΜΑ xyxy=(23,655,187,678)
article-body: ως η ΕΔΑ έναντι των κομμάτων του Κέντρου. Εις τα ευρεθέντα έγγραφα περιγράφονται λεπτομερώς αι επαφαί στελεχών της ΕΔΑ με πολιτικούς παράγοντας κατά την περίοδον 1963-1967. Αποκαλύπτεται επίσης ότι το κόμμα παρηκολούθει στενώς τας εξελίξεις εις τον χώρον της Ενώσεως Κέντρου και επεδίωκε την συνεργασίαν με ωρισμένα στελέχη της. Εις σημείωμα της Εκτελεστικής Επιτροπής αναφέρεται ότι η τακτική του κόμματος έπρεπε να αποβλέπη εις την διάσπασιν του αντιπάλου στρατοπέδου και εις την ενίσχυσιν των δυνάμεων της Αριστεράς. Τα έγγραφα περιέχουν και στοιχεία περί της οικονομικής ενισχύσεως του κόμματος εκ του εξωτερικού. Κατά τα σημειώματα η ΕΔΑ κατέβαλλε συστηματικάς προσπαθείας διά την διείσδυσιν εις τας συνδικαλιστικάς οργανώσεις και εις τον φοιτητικόν χώρον. xyxy=(859,923,1077,1062)
article-laser-cancer xyxy=(1183,499,1584,688)
rate-row xyxy=(404,470,618,480)
rate-name: Γαλλ. ειλ. xyxy=(404,480,453,490)
page-number-banner: Σελίς 7 xyxy=(1410,34,1581,68)
rate-value: 306.00 xyxy=(589,470,618,480)
article-club-attack xyxy=(404,1230,618,1272)
article-councils xyxy=(633,543,1077,644)
article-body: ΑΘΗΝΑΙ, 11.— Διά νεωτέρας αποφάσεως του υπουργού Εσωτερικών διατηρούνται εις ισχύν ωρισμένα συμβούλια και επιτροπαί αρμοδιότητος του υπουργείου, η λειτουργία των οποίων κρίνεται απαραίτητος. xyxy=(633,603,850,641)
article-robbery xyxy=(1091,756,1176,893)
article-building-owners xyxy=(404,631,618,704)
column-5 xyxy=(1178,72,1589,2318)
article-body: ΚΑΒΑΛΑ, 11.— Επί της εθνικής οδού Καβάλας — Ξάνθης εσημειώθη σύγκρουσις αυτοκινήτων. Ο είς των οδηγών εφονεύθη, ενώ ο έτερος μετεφέρθη εις το νοσοκομείον. xyxy=(206,743,389,781)
article-headline: ΚΑΘΟΡΙΖΕΤΑΙ ΔΙΑ ΔΗΜΟΣΙΕΥΘΕΝΤΟΣ ΔΙΑΤΑΓΜΑΤΟΣ Ο ΤΡΟΠΟΣ ΔΙΕΝΕΡΓΕΙΑΣ ΤΟΥ ΔΙΑΓΩΝΙΣΜΟΥ ΔΙΑ ΚΑΤΑΛΗΨΙΝ ΚΕΝΩΝ ΘΕΣΕΩΝ ΣΥΜΒΟΛΑΙΟΓΡΑΦΩΝ xyxy=(637,34,1073,107)
article-body: Ο Δημ. Σαλαμπάσης, ετών 34, διατελών εν μέθη, κατέπεσεν εκ της κλίμακος της οικίας του και εφονεύθη. xyxy=(1091,692,1171,749)
article-railway xyxy=(404,1166,618,1221)
subheading: ΚΑΙ ΤΡΙΤΟ ΣΗΜΕΙΩΜΑ xyxy=(680,1032,801,1044)
article-body: ΔΡΑΜΑ, 11.— Χάλαζα μεγέθους καρυδιού έπληξε χθες την περιοχήν της Δράμας. xyxy=(859,395,1077,414)
article-headline: ΠΡΟΣΤΙΜΟΝ ΕΠΕΒΛΗΘΗ ΔΙΑ ΚΥΚΛΟΦΟΡΙΑΝ ΞΕΝΟΥ ΦΑΡΜΑΚΟΥ ΑΝΕΥ ΑΔΕΙΑΣ xyxy=(1091,35,1180,117)
article-body: ΑΘΗΝΑΙ, 11.— Υπό του Αρχηγού της Αστυνομίας Πόλεων εξεδόθη διαταγή προς τας Διευθύνσεις Αστυνομίας διά της οποίας εφιστάται η προσοχή επί της εφαρμογής των Αγορανομικών Διατάξεων και της τηρήσεως των τιμών. Επί των παραβατών θα επιβάλλωνται αυστηραί κυρώσεις, ιδιαιτέρως δε επί των καταστηματαρχών οι οποίοι δεν αναρτούν τιμοκαταλόγους εις εμφανή θέσιν. Αι Αστυνομικαί Αρχαί θα ενεργούν συνεχείς ελέγχους εις τα καταστήματα τροφίμων, τα παντοπωλεία, τα κρεοπωλεία και τα οπωροπωλεία διά την διαπίστωσιν της τηρήσεως των ισχυουσών διατάξεων. Ο έλεγχος θα επεκταθή και εις τας λαϊκάς αγοράς, όπου θα ελέγχεται η ποιότης και το βάρος των πωλουμένων ειδών. Οι παραβάται θα παραπέμπωνται αμέσως εις το Αυτόφωρον Πλημμελειοδικείον. Εις την διαταγήν τονίζεται ότι η προστασία του καταναλωτικού κοινού αποτελεί πρωταρχικόν καθήκον των Αστυνομικών Οργάνων, τα οποία οφείλουν να επιδεικνύουν ιδιαιτέραν επιμέλειαν και αυστηρότητα. Περαιτέρω τονίζεται ότι θα ελέγχεται και η κυκλοφορία των αλλοιωμένων τροφίμων, τα οποία θα κατάσχωνται και θα καταστρέφωνται επί τόπου. Παρά των Αστυνομικών Αρχών ζητείται η συνεργασία του κοινού διά την καταγγελίαν των παραβάσεων. xyxy=(13,177,197,445)
article-body: ΟΥΑΣΙΓΚΤΩΝ, 11. (ΑΠΠ).— Επιστήμονες του Εθνικού Ινστιτούτου Καρκίνου των Ηνωμένων Πολιτειών εντείνουν τας ερεύνας διά την χρησιμοποίησιν των ακτίνων λέιζερ εις την θεραπείαν ωρισμένων μορφών καρκίνου. Κατά τους επιστήμονες, αι ακτίνες λέιζερ δύνανται να καταστρέψουν τα καρκινικά κύτταρα χωρίς να προσβάλουν τους υγιείς ιστούς. Τα πειράματα τα οποία διεξήχθησαν μέχρι σήμερον εις ζώα έδωσαν ενθαρρυντικά αποτελέσματα. Εις το προσεχές μέλλον θα αρχίσουν αι δοκιμαί και επί ασθενών. Οι ερευνηταί τονίζουν όμως ότι απαιτείται μακρά περίοδος διά να διαπιστωθή η αποτελεσματικότης της μεθόδου. xyxy=(1388,555,1584,685)
